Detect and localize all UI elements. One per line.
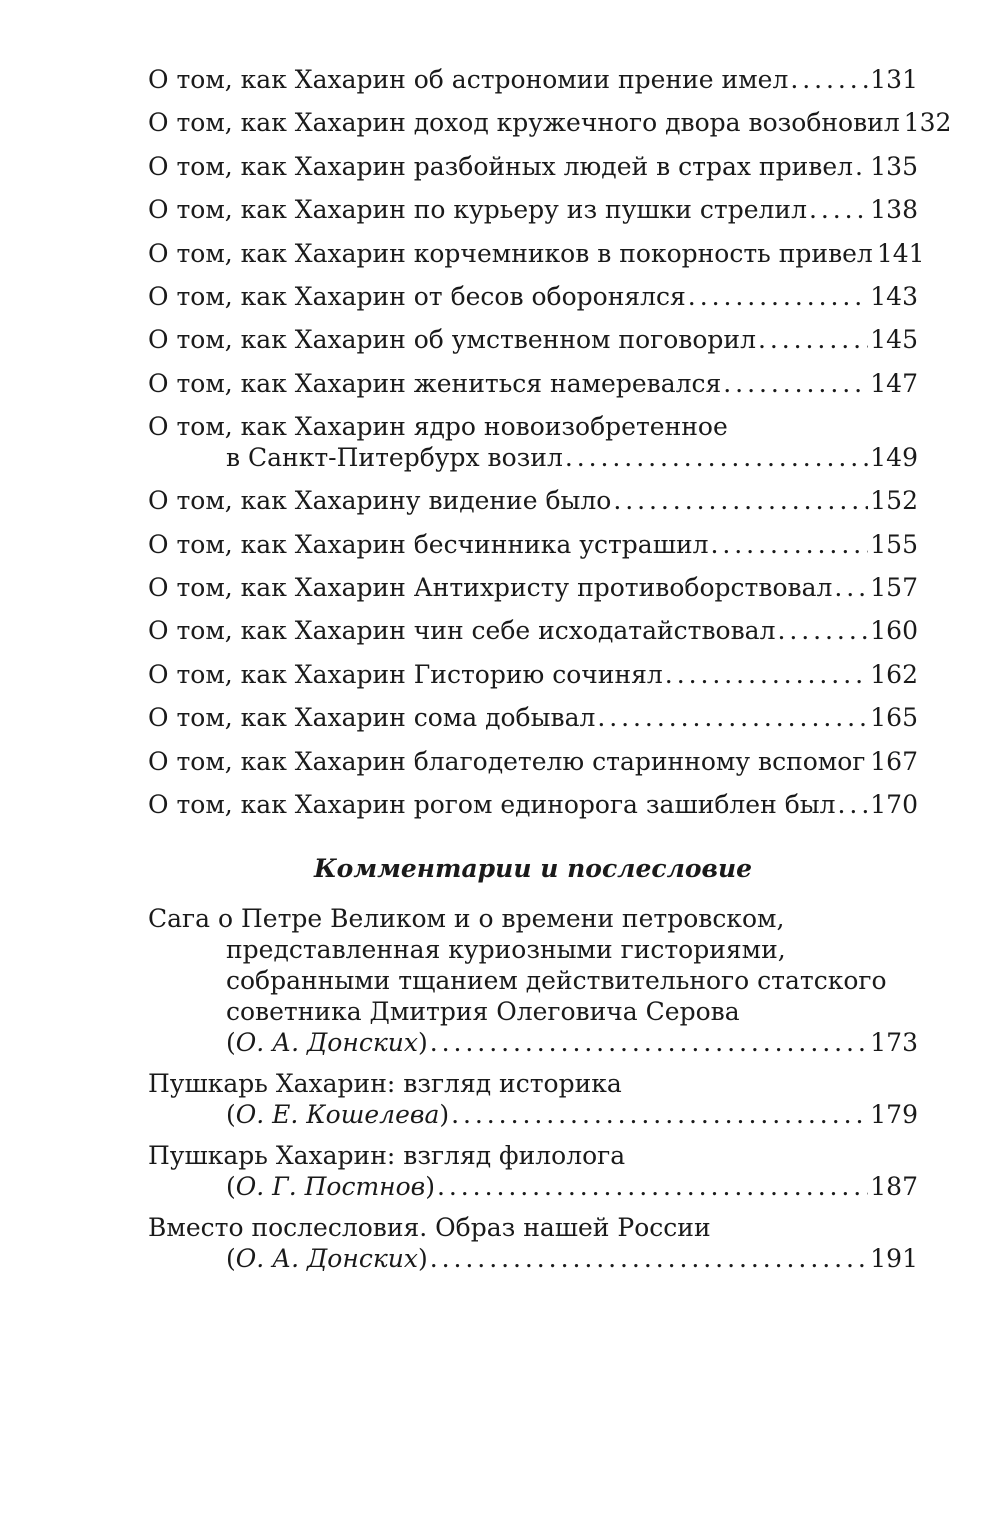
entry-title: О том, как Хахарин Гисторию сочинял xyxy=(148,659,663,689)
leader-dots xyxy=(838,783,869,826)
toc-entry xyxy=(148,232,925,275)
page-number: 149 xyxy=(870,443,918,473)
entry-title: О том, как Хахарин разбойных людей в страх привел xyxy=(148,151,853,181)
toc-entry xyxy=(148,411,918,473)
page-number: 143 xyxy=(870,282,918,312)
toc-entry xyxy=(148,479,918,522)
entry-title: О том, как Хахарин корчемников в покорность привел xyxy=(148,238,873,268)
toc-entry xyxy=(148,145,918,188)
leader-dots xyxy=(777,609,868,652)
commentary-section xyxy=(148,903,918,1274)
leader-dots xyxy=(430,1243,869,1274)
section-title: Комментарии и послесловие xyxy=(313,853,753,883)
entry-title: О том, как Хахарин от бесов оборонялся xyxy=(148,282,686,312)
toc-entry xyxy=(148,653,918,696)
leader-dots xyxy=(565,442,868,473)
leader-dots xyxy=(430,1027,869,1058)
page-number: 173 xyxy=(870,1027,918,1057)
toc-entry xyxy=(148,318,918,361)
entry-author: (О. А. Донских) xyxy=(226,1027,428,1057)
entry-author: (О. А. Донских) xyxy=(226,1243,428,1273)
entry-author: (О. Е. Кошелева) xyxy=(226,1099,450,1129)
leader-dots xyxy=(834,566,868,609)
page-number: 160 xyxy=(870,616,918,646)
page-number: 179 xyxy=(870,1099,918,1129)
page-number: 157 xyxy=(870,573,918,603)
page-number: 187 xyxy=(870,1171,918,1201)
toc-entry xyxy=(148,275,918,318)
page-number: 135 xyxy=(870,151,918,181)
page-number: 165 xyxy=(870,703,918,733)
page-number: 155 xyxy=(870,529,918,559)
author-name: О. А. Донских xyxy=(235,1027,418,1057)
entry-title: О том, как Хахарин Антихристу противоборствовал xyxy=(148,573,833,603)
toc-entry xyxy=(148,740,918,783)
leader-dots xyxy=(855,145,868,188)
page-number: 131 xyxy=(870,65,918,94)
page-number: 141 xyxy=(876,238,925,268)
page-number: 147 xyxy=(870,368,918,398)
table-of-contents xyxy=(148,58,952,1284)
page-number: 170 xyxy=(870,790,918,820)
entry-title: О том, как Хахарин рогом единорога зашиблен был xyxy=(148,790,836,820)
page-number: 132 xyxy=(903,108,952,138)
entry-title: О том, как Хахарин по курьеру из пушки стрелил xyxy=(148,195,807,225)
leader-dots xyxy=(597,696,868,739)
leader-dots xyxy=(723,362,868,405)
page-number: 162 xyxy=(870,659,918,689)
entry-title: О том, как Хахарин об умственном поговорил xyxy=(148,325,756,355)
leader-dots xyxy=(711,523,869,566)
page-number: 138 xyxy=(870,195,918,225)
leader-dots xyxy=(437,1171,868,1202)
leader-dots xyxy=(665,653,868,696)
leader-dots xyxy=(790,58,868,101)
toc-entry xyxy=(148,1212,918,1274)
entry-title-continued: в Санкт-Питербурх возил xyxy=(226,443,563,473)
entry-title-continued: советника Дмитрия Олеговича Серова xyxy=(226,996,740,1026)
leader-dots xyxy=(758,318,868,361)
entry-title: О том, как Хахарин благодетелю старинному вспомог xyxy=(148,746,866,776)
toc-entry xyxy=(148,903,918,1058)
toc-entry xyxy=(148,696,918,739)
toc-entry xyxy=(148,783,918,826)
leader-dots xyxy=(867,740,868,783)
entry-title-continued: собранными тщанием действительного статского xyxy=(226,965,887,995)
author-name: О. Е. Кошелева xyxy=(235,1099,440,1129)
toc-entry xyxy=(148,101,952,144)
entry-title: О том, как Хахарин бесчинника устрашил xyxy=(148,529,709,559)
entry-title: Вместо послесловия. Образ нашей России xyxy=(148,1212,711,1242)
entry-title: О том, как Хахарин ядро новоизобретенное xyxy=(148,412,728,442)
entry-title: О том, как Хахарин доход кружечного двора возобновил xyxy=(148,108,900,138)
entry-title: Сага о Петре Великом и о времени петровском, xyxy=(148,903,785,933)
entry-title: О том, как Хахарин чин себе исходатайствовал xyxy=(148,616,776,646)
toc-entry xyxy=(148,1140,918,1202)
toc-entry xyxy=(148,523,918,566)
entry-author: (О. Г. Постнов) xyxy=(226,1171,435,1201)
leader-dots xyxy=(688,275,868,318)
toc-entry xyxy=(148,362,918,405)
entry-title: О том, как Хахарин жениться намеревался xyxy=(148,368,722,398)
entry-title: О том, как Хахарину видение было xyxy=(148,486,612,516)
author-name: О. А. Донских xyxy=(235,1243,418,1273)
entry-title: О том, как Хахарин сома добывал xyxy=(148,703,596,733)
toc-entry xyxy=(148,58,918,101)
page-number: 167 xyxy=(870,746,918,776)
page-number: 191 xyxy=(870,1243,918,1273)
entry-title: Пушкарь Хахарин: взгляд филолога xyxy=(148,1140,626,1170)
leader-dots xyxy=(809,188,868,231)
toc-entry xyxy=(148,188,918,231)
author-name: О. Г. Постнов xyxy=(235,1171,426,1201)
entry-title-continued: представленная куриозными гисториями, xyxy=(226,934,786,964)
entry-title: О том, как Хахарин об астрономии прение имел xyxy=(148,65,789,94)
page-number: 145 xyxy=(870,325,918,355)
entry-title: Пушкарь Хахарин: взгляд историка xyxy=(148,1068,622,1098)
toc-entry xyxy=(148,1068,918,1130)
toc-entry xyxy=(148,566,918,609)
leader-dots xyxy=(451,1099,868,1130)
toc-entry xyxy=(148,609,918,652)
page-number: 152 xyxy=(870,486,918,516)
leader-dots xyxy=(613,479,868,522)
